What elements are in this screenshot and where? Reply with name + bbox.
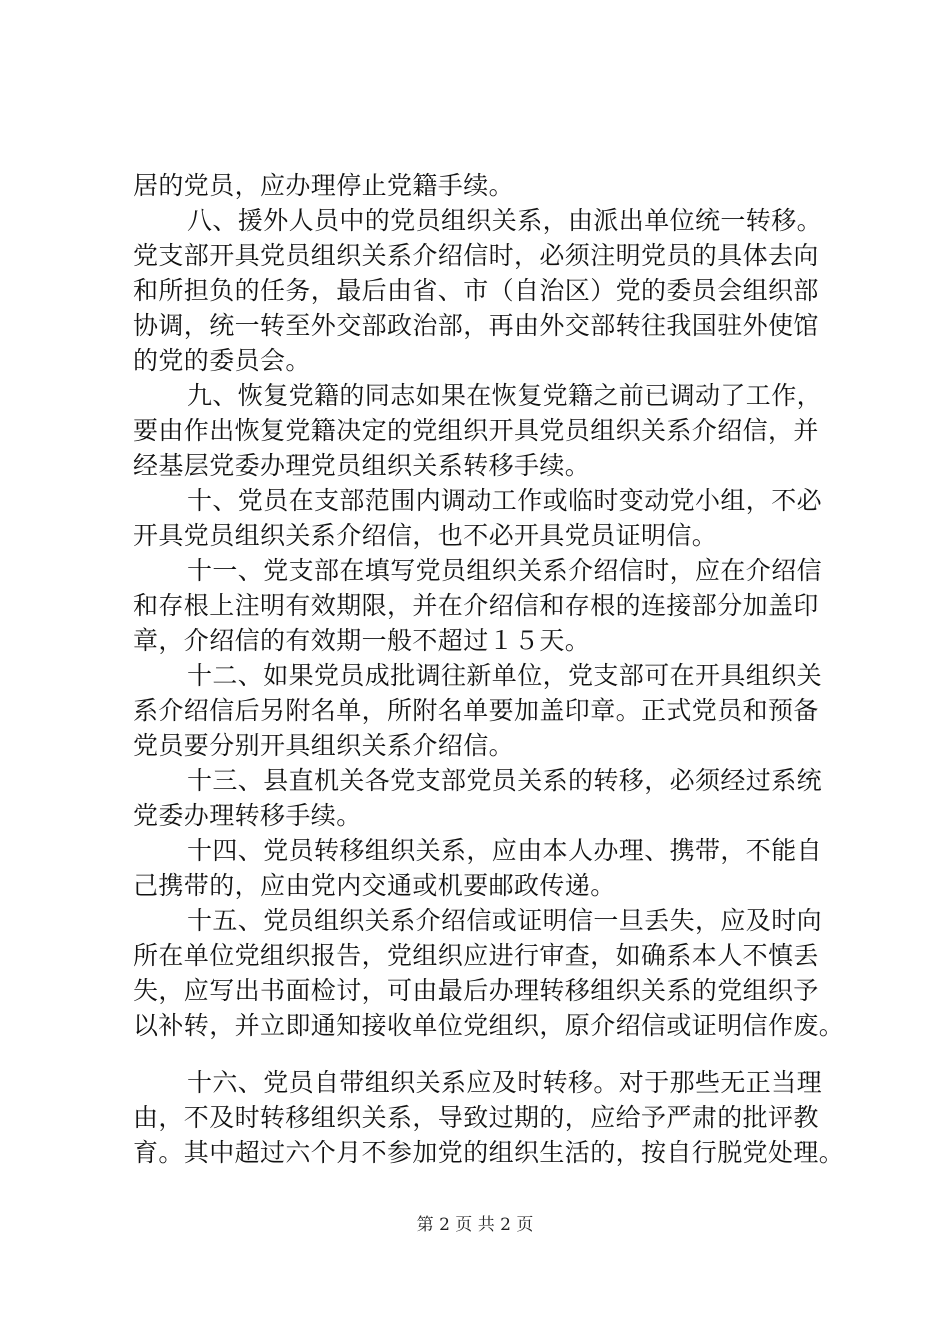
paragraph-13-line-1: 十三、县直机关各党支部党员关系的转移，必须经过系统: [187, 766, 823, 795]
text-line: 由，不及时转移组织关系，导致过期的，应给予严肃的批评教: [133, 1103, 819, 1132]
text-line: 失，应写出书面检讨，可由最后办理转移组织关系的党组织予: [133, 976, 819, 1005]
paragraph-15-line-1: 十五、党员组织关系介绍信或证明信一旦丢失，应及时向: [187, 906, 823, 935]
text-line: 党委办理转移手续。: [133, 801, 362, 830]
text-line: 和所担负的任务，最后由省、市（自治区）党的委员会组织部: [133, 276, 819, 305]
text-line: 所在单位党组织报告，党组织应进行审查，如确系本人不慎丢: [133, 941, 819, 970]
text-line: 要由作出恢复党籍决定的党组织开具党员组织关系介绍信，并: [133, 416, 819, 445]
text-line: 经基层党委办理党员组织关系转移手续。: [133, 451, 591, 480]
text-line: 开具党员组织关系介绍信，也不必开具党员证明信。: [133, 521, 718, 550]
text-line: 己携带的，应由党内交通或机要邮政传递。: [133, 871, 616, 900]
text-line: 章，介绍信的有效期一般不超过１５天。: [133, 626, 591, 655]
text-line: 以补转，并立即通知接收单位党组织，原介绍信或证明信作废。: [133, 1011, 845, 1040]
page-number-footer: 第 2 页 共 2 页: [416, 1215, 534, 1235]
paragraph-9-line-1: 九、恢复党籍的同志如果在恢复党籍之前已调动了工作，: [187, 381, 823, 410]
paragraph-12-line-1: 十二、如果党员成批调往新单位，党支部可在开具组织关: [187, 661, 823, 690]
text-line: 协调，统一转至外交部政治部，再由外交部转往我国驻外使馆: [133, 311, 819, 340]
paragraph-spacer: [133, 1043, 853, 1065]
text-line: 育。其中超过六个月不参加党的组织生活的，按自行脱党处理。: [133, 1138, 845, 1167]
paragraph-14-line-1: 十四、党员转移组织关系，应由本人办理、携带，不能自: [187, 836, 823, 865]
text-line: 系介绍信后另附名单，所附名单要加盖印章。正式党员和预备: [133, 696, 819, 725]
paragraph-8-line-1: 八、援外人员中的党员组织关系，由派出单位统一转移。: [187, 206, 823, 235]
text-line: 居的党员，应办理停止党籍手续。: [133, 171, 515, 200]
text-line: 和存根上注明有效期限，并在介绍信和存根的连接部分加盖印: [133, 591, 819, 620]
text-line: 的党的委员会。: [133, 346, 311, 375]
paragraph-11-line-1: 十一、党支部在填写党员组织关系介绍信时，应在介绍信: [187, 556, 823, 585]
paragraph-10-line-1: 十、党员在支部范围内调动工作或临时变动党小组，不必: [187, 486, 823, 515]
document-body: [133, 168, 853, 1170]
text-line: 党员要分别开具组织关系介绍信。: [133, 731, 515, 760]
text-line: 党支部开具党员组织关系介绍信时，必须注明党员的具体去向: [133, 241, 819, 270]
paragraph-16-line-1: 十六、党员自带组织关系应及时转移。对于那些无正当理: [187, 1068, 823, 1097]
